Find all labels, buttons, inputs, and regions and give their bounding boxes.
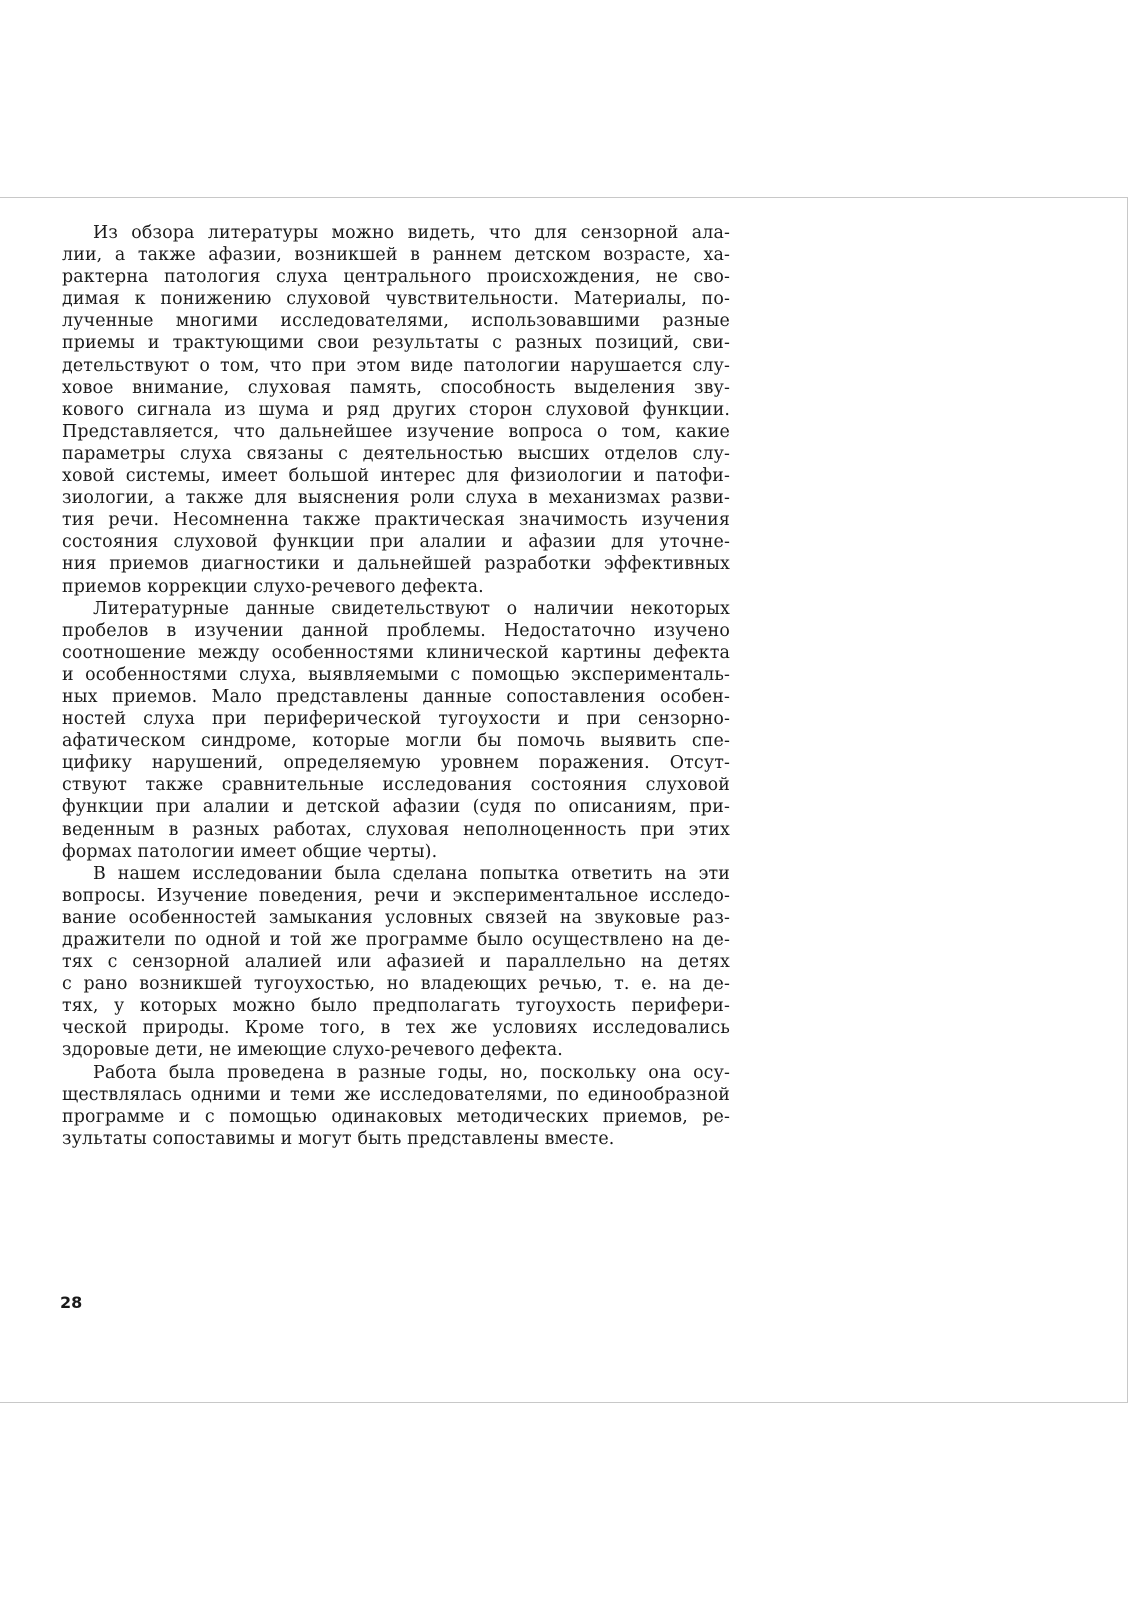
scan-frame-right-border [1127,197,1128,1403]
text-line: ществлялась одними и теми же исследователями, по единообразной [62,1084,730,1105]
text-line: с рано возникшей тугоухостью, но владеющих речью, т. е. на де- [62,974,730,995]
text-line: Работа была проведена в разные годы, но, поскольку она осу- [93,1062,730,1083]
text-line: В нашем исследовании была сделана попытка ответить на эти [93,863,730,884]
paragraph [62,598,730,863]
text-line: лии, а также афазии, возникшей в раннем детском возрасте, ха- [62,245,730,266]
text-line: димая к понижению слуховой чувствительности. Материалы, по- [62,289,730,310]
scan-frame-top-border [0,197,1128,198]
text-line: параметры слуха связаны с деятельностью высших отделов слу- [62,443,730,464]
text-line: Из обзора литературы можно видеть, что для сензорной ала- [93,223,730,243]
text-line: формах патологии имеет общие черты). [62,841,438,862]
text-line: приемы и трактующими свои результаты с разных позиций, сви- [62,333,730,354]
page-number: 28 [60,1293,83,1312]
text-line: ностей слуха при периферической тугоухости и при сензорно- [62,709,730,730]
text-line: Литературные данные свидетельствуют о наличии некоторых [93,598,730,619]
paragraph [62,863,730,1062]
text-line: Представляется, что дальнейшее изучение вопроса о том, какие [62,421,730,442]
text-line: приемов коррекции слухо-речевого дефекта. [62,576,484,597]
paragraph [62,1062,730,1150]
text-line: детельствуют о том, что при этом виде патологии нарушается слу- [62,355,730,376]
text-line: пробелов в изучении данной проблемы. Недостаточно изучено [62,620,730,641]
scan-frame-bottom-border [0,1402,1128,1403]
text-line: и особенностями слуха, выявляемыми с помощью эксперименталь- [62,664,730,685]
text-line: вание особенностей замыкания условных связей на звуковые раз- [62,907,730,928]
text-line: веденным в разных работах, слуховая неполноценность при этих [62,819,730,840]
page-body-text [62,222,730,1150]
text-line: цифику нарушений, определяемую уровнем поражения. Отсут- [62,753,730,774]
text-line: здоровые дети, не имеющие слухо-речевого дефекта. [62,1040,563,1061]
text-line: ствуют также сравнительные исследования состояния слуховой [62,775,730,796]
text-line: зультаты сопоставимы и могут быть представлены вместе. [62,1128,615,1149]
text-line: тях с сензорной алалией или афазией и параллельно на детях [62,952,730,973]
text-line: ния приемов диагностики и дальнейшей разработки эффективных [62,554,730,575]
text-line: ховой системы, имеет большой интерес для физиологии и патофи- [62,466,730,487]
text-line: зиологии, а также для выяснения роли слуха в механизмах разви- [62,488,730,509]
text-line: лученные многими исследователями, использовавшими разные [62,311,730,332]
text-line: ческой природы. Кроме того, в тех же условиях исследовались [62,1018,730,1039]
text-line: соотношение между особенностями клинической картины дефекта [62,642,730,663]
paragraph [62,222,730,598]
text-line: ных приемов. Мало представлены данные сопоставления особен- [62,686,730,707]
text-line: тях, у которых можно было предполагать тугоухость перифери- [62,996,730,1017]
text-line: дражители по одной и той же программе было осуществлено на де- [62,930,730,950]
text-line: состояния слуховой функции при алалии и афазии для уточне- [62,532,730,553]
text-line: рактерна патология слуха центрального происхождения, не сво- [62,267,730,288]
text-line: функции при алалии и детской афазии (судя по описаниям, при- [62,797,730,818]
text-line: афатическом синдроме, которые могли бы помочь выявить спе- [62,731,730,752]
text-line: ховое внимание, слуховая память, способность выделения зву- [62,377,730,398]
text-line: вопросы. Изучение поведения, речи и экспериментальное исследо- [62,885,730,906]
text-line: тия речи. Несомненна также практическая значимость изучения [62,510,730,531]
text-line: кового сигнала из шума и ряд других сторон слуховой функции. [62,399,730,420]
text-line: программе и с помощью одинаковых методических приемов, ре- [62,1106,730,1127]
